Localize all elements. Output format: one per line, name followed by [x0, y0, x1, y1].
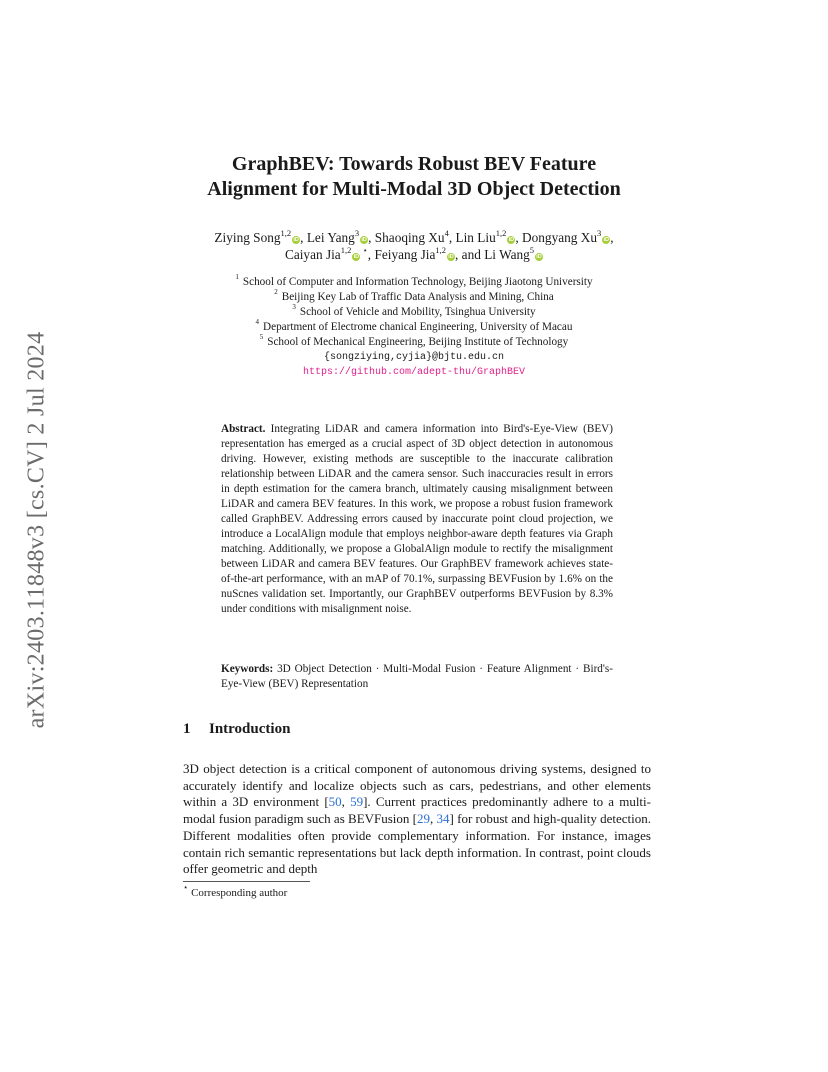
citation-link[interactable]: 34: [436, 811, 450, 827]
section-number: 1: [183, 721, 191, 737]
author: [374, 227, 449, 245]
footnote: [183, 882, 288, 900]
author-separator: ,: [368, 230, 375, 245]
author-affiliation-sup: 1,2: [435, 244, 447, 255]
orcid-icon[interactable]: iD: [603, 237, 609, 243]
affiliation-text: Department of Electrome chanical Engineering, University of Macau: [263, 321, 573, 333]
author-separator: , and: [455, 247, 485, 262]
author-separator: ,: [515, 230, 523, 245]
author-separator: ,: [448, 230, 456, 245]
affiliation-text: School of Mechanical Engineering, Beijing Institute of Technology: [267, 336, 569, 348]
author-name: Shaoqing Xu: [374, 230, 445, 245]
author: [455, 227, 515, 245]
author-line: [0, 246, 828, 263]
orcid-icon[interactable]: iD: [353, 254, 360, 260]
affiliation: [0, 335, 828, 350]
keywords: [221, 662, 613, 692]
abstract-label: Abstract.: [221, 423, 266, 435]
citation-link[interactable]: 50: [328, 794, 342, 810]
affiliation-list: [0, 275, 828, 350]
author: [374, 244, 455, 262]
section-heading: [183, 721, 290, 738]
section-title: Introduction: [209, 721, 291, 737]
author-name: Lei Yang: [306, 230, 355, 245]
author-name: Ziying Song: [214, 230, 281, 245]
author: [484, 244, 543, 262]
intro-text-2: ]. Current practices predominantly adhere to a multi-modal fusion paradigm such as BEVFusion [: [183, 794, 651, 827]
intro-paragraph: [183, 761, 651, 878]
title-line-2: Alignment for Multi-Modal 3D Object Detection: [207, 178, 621, 200]
author-name: Li Wang: [484, 247, 530, 262]
orcid-icon[interactable]: iD: [536, 254, 542, 260]
author: [214, 227, 300, 245]
author-affiliation-sup: 3: [597, 227, 602, 238]
author-name: Lin Liu: [455, 230, 496, 245]
author-separator: ,: [300, 230, 307, 245]
affiliation-number: 3: [292, 303, 296, 312]
title-line-1: GraphBEV: Towards Robust BEV Feature: [231, 153, 597, 175]
affiliation-number: 1: [235, 273, 239, 282]
author-separator: ,: [367, 247, 375, 262]
affiliation: [0, 320, 828, 335]
citation-link[interactable]: 29: [417, 811, 431, 827]
author: [306, 227, 368, 245]
affiliation-text: Beijing Key Lab of Traffic Data Analysis and Mining, China: [281, 291, 554, 303]
author-affiliation-sup: 1,2: [495, 227, 507, 238]
citation-link[interactable]: 59: [350, 794, 364, 810]
author-affiliation-sup: 1,2: [340, 244, 352, 255]
citation-separator: ,: [430, 811, 437, 827]
paper-title: [0, 152, 828, 202]
affiliation-number: 2: [274, 288, 278, 297]
footnote-mark: ⋆: [183, 882, 189, 893]
footnote-text: Corresponding author: [191, 887, 288, 899]
author-affiliation-sup: 1,2: [280, 227, 292, 238]
author-affiliation-sup: 4: [444, 227, 449, 238]
author-list: [0, 229, 828, 263]
abstract-text: Integrating LiDAR and camera information into Bird's-Eye-View (BEV) representation has emerged as a crucial aspect of 3D object detection in autonomous driving. However, existing methods are susceptible to the inaccurate calibration relationship between LiDAR and the camera sensor. Such inaccuracies result in errors in depth estimation for the camera branch, ultimately causing misalignment between LiDAR and camera BEV features. In this work, we propose a robust fusion framework called GraphBEV. Addressing errors caused by inaccurate point cloud projection, we introduce a LocalAlign module that employs neighbor-aware depth features via Graph matching. Additionally, we propose a GlobalAlign module to rectify the misalignment between LiDAR and camera BEV features. Our GraphBEV framework achieves state-of-the-art performance, with an mAP of 70.1%, surpassing BEVFusion by 1.6% on the nuScnes validation set. Importantly, our GraphBEV outperforms BEVFusion by 8.3% under conditions with misalignment noise.: [221, 423, 613, 615]
affiliations: [0, 275, 828, 380]
author-name: Feiyang Jia: [374, 247, 436, 262]
intro-text-1: 3D object detection is a critical component of autonomous driving systems, designed to accurately identify and localize objects such as cars, pedestrians, and other elements within a 3D environment [: [183, 761, 651, 810]
intro-text-3: ] for robust and high-quality detection. Different modalities often provide complementary information. For instance, images contain rich semantic representations but lack depth information. In contrast, point clouds offer geometric and depth: [183, 811, 652, 877]
orcid-icon[interactable]: iD: [293, 237, 299, 243]
orcid-icon[interactable]: iD: [448, 254, 454, 260]
author-affiliation-sup: 3: [354, 227, 360, 238]
affiliation-number: 5: [259, 333, 264, 342]
keywords-label: Keywords:: [221, 663, 274, 675]
affiliation: [0, 290, 828, 305]
repository-link[interactable]: https://github.com/adept-thu/GraphBEV: [302, 367, 526, 378]
abstract: [221, 422, 613, 617]
arxiv-identifier: arXiv:2403.11848v3 [cs.CV] 2 Jul 2024: [23, 331, 50, 729]
author-name: Caiyan Jia: [284, 247, 341, 262]
keywords-text: 3D Object Detection · Multi-Modal Fusion · Feature Alignment · Bird's-Eye-View (BEV) Representation: [221, 663, 613, 690]
contact-email: {songziying,cyjia}@bjtu.edu.cn: [323, 352, 505, 363]
orcid-icon[interactable]: iD: [361, 237, 367, 243]
citation-separator: ,: [341, 794, 351, 810]
author: [284, 244, 368, 262]
affiliation-text: School of Computer and Information Technology, Beijing Jiaotong University: [242, 276, 593, 288]
author-separator: ,: [610, 230, 614, 245]
corresponding-mark: ⋆: [360, 244, 368, 255]
footnote-rule: [183, 881, 310, 882]
affiliation-text: School of Vehicle and Mobility, Tsinghua University: [299, 306, 536, 318]
author-affiliation-sup: 5: [529, 244, 535, 255]
affiliation: [0, 275, 828, 290]
author: [522, 227, 610, 245]
author-line: [0, 229, 828, 246]
affiliation: [0, 305, 828, 320]
orcid-icon[interactable]: iD: [508, 237, 515, 243]
author-name: Dongyang Xu: [522, 230, 597, 245]
affiliation-number: 4: [255, 318, 260, 327]
